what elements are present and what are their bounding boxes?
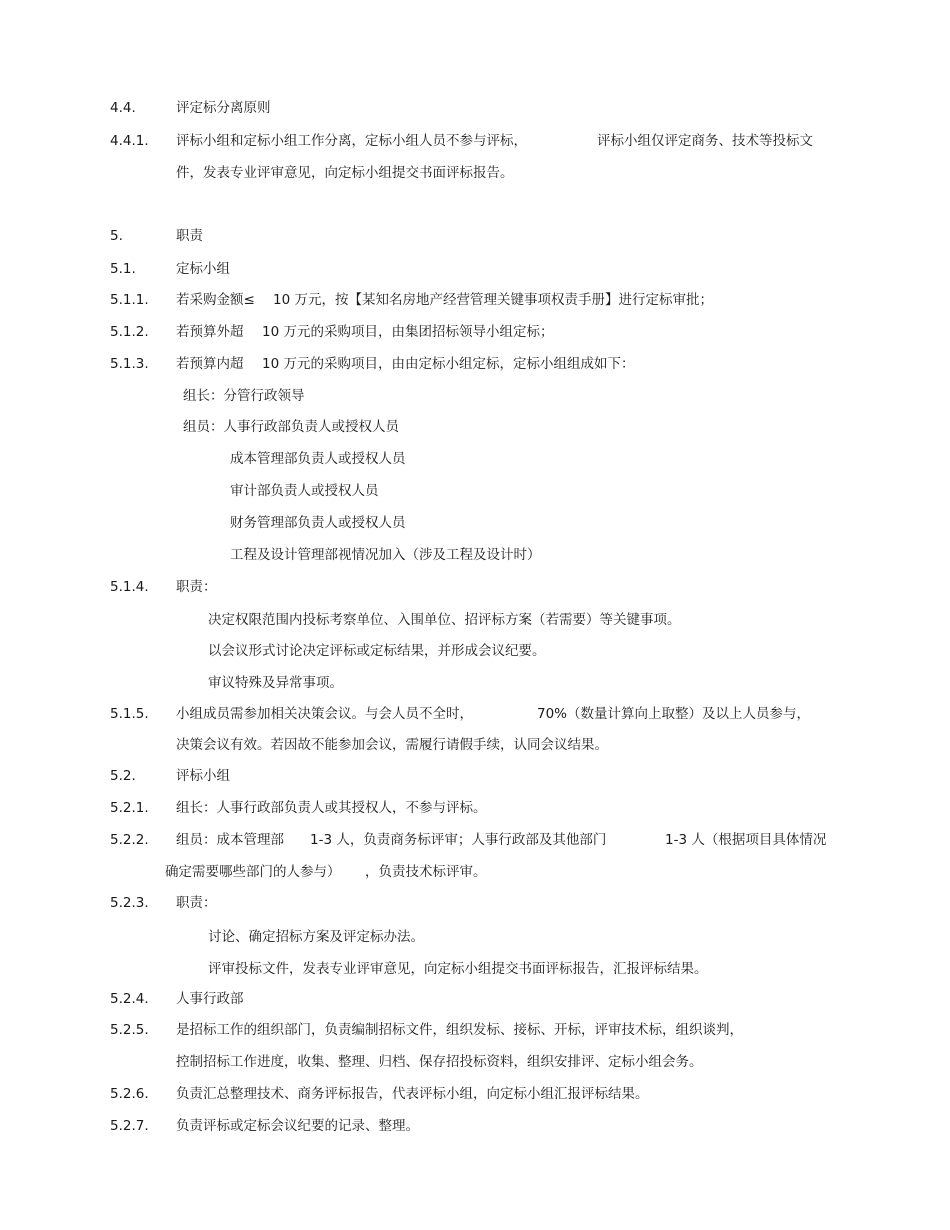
item-title: 职责： xyxy=(176,579,217,595)
duty-line: 评审投标文件，发表专业评审意见，向定标小组提交书面评标报告，汇报评标结果。 xyxy=(208,961,708,977)
item-text: ，负责技术标评审。 xyxy=(365,864,487,880)
item-number: 5.1.5. xyxy=(110,706,149,722)
item-number: 5.1.3. xyxy=(110,356,149,372)
item-number: 5.2.5. xyxy=(110,1022,149,1038)
item-text: 10 万元的采购项目，由由定标小组定标，定标小组组成如下： xyxy=(262,356,635,372)
item-text: 组长：人事行政部负责人或其授权人，不参与评标。 xyxy=(176,800,487,816)
item-text: 1-3 人（根据项目具体情况 xyxy=(665,832,827,848)
duty-line: 决定权限范围内投标考察单位、入围单位、招评标方案（若需要）等关键事项。 xyxy=(208,612,681,628)
item-number: 5.2.3. xyxy=(110,895,149,911)
item-text: 件，发表专业评审意见，向定标小组提交书面评标报告。 xyxy=(176,165,514,181)
subsection-title: 评标小组 xyxy=(176,768,230,784)
section-number: 4.4. xyxy=(110,100,136,116)
item-text: 负责评标或定标会议纪要的记录、整理。 xyxy=(176,1118,419,1134)
item-text: 决策会议有效。若因故不能参加会议，需履行请假手续，认同会议结果。 xyxy=(176,737,608,753)
item-text: 70%（数量计算向上取整）及以上人员参与， xyxy=(537,706,811,722)
item-text: 是招标工作的组织部门，负责编制招标文件，组织发标、接标、开标，评审技术标，组织谈判， xyxy=(176,1022,743,1038)
section-title: 评定标分离原则 xyxy=(176,100,271,116)
item-text: 小组成员需参加相关决策会议。与会人员不全时， xyxy=(176,706,473,722)
item-number: 5.2.7. xyxy=(110,1118,149,1134)
item-text: 若预算外超 xyxy=(176,324,244,340)
subsection-number: 5.2. xyxy=(110,768,136,784)
item-text: 评标小组仅评定商务、技术等投标文 xyxy=(597,133,813,149)
subsection-title: 定标小组 xyxy=(176,261,230,277)
item-text: 控制招标工作进度，收集、整理、归档、保存招投标资料，组织安排评、定标小组会务。 xyxy=(176,1054,703,1070)
item-text: 10 万元的采购项目，由集团招标领导小组定标； xyxy=(262,324,554,340)
member-line: 成本管理部负责人或授权人员 xyxy=(230,451,406,467)
item-number: 4.4.1. xyxy=(110,133,149,149)
item-text: 若采购金额≤ xyxy=(176,292,255,308)
duty-line: 以会议形式讨论决定评标或定标结果，并形成会议纪要。 xyxy=(208,643,546,659)
subsection-number: 5.1. xyxy=(110,261,136,277)
item-number: 5.2.1. xyxy=(110,800,149,816)
item-number: 5.1.4. xyxy=(110,579,149,595)
duty-line: 讨论、确定招标方案及评定标办法。 xyxy=(208,929,424,945)
member-line: 审计部负责人或授权人员 xyxy=(230,483,379,499)
member-line: 财务管理部负责人或授权人员 xyxy=(230,515,406,531)
item-number: 5.1.1. xyxy=(110,292,149,308)
item-text: 确定需要哪些部门的人参与） xyxy=(165,864,341,880)
item-text: 评标小组和定标小组工作分离，定标小组人员不参与评标， xyxy=(176,133,527,149)
item-number: 5.2.4. xyxy=(110,991,149,1007)
item-number: 5.2.2. xyxy=(110,832,149,848)
member-line: 工程及设计管理部视情况加入（涉及工程及设计时） xyxy=(230,547,541,563)
member-line: 组员：人事行政部负责人或授权人员 xyxy=(183,419,399,435)
duty-line: 审议特殊及异常事项。 xyxy=(208,675,343,691)
item-text: 若预算内超 xyxy=(176,356,244,372)
leader-line: 组长：分管行政领导 xyxy=(183,388,305,404)
section-number: 5. xyxy=(110,228,123,244)
item-number: 5.1.2. xyxy=(110,324,149,340)
item-text: 10 万元，按【某知名房地产经营管理关键事项权责手册】进行定标审批； xyxy=(273,292,713,308)
item-number: 5.2.6. xyxy=(110,1086,149,1102)
item-text: 组员：成本管理部 xyxy=(176,832,284,848)
item-title: 职责： xyxy=(176,895,217,911)
item-text: 1-3 人，负责商务标评审；人事行政部及其他部门 xyxy=(310,832,607,848)
item-text: 负责汇总整理技术、商务评标报告，代表评标小组，向定标小组汇报评标结果。 xyxy=(176,1086,649,1102)
section-title: 职责 xyxy=(176,228,203,244)
item-text: 人事行政部 xyxy=(176,991,244,1007)
